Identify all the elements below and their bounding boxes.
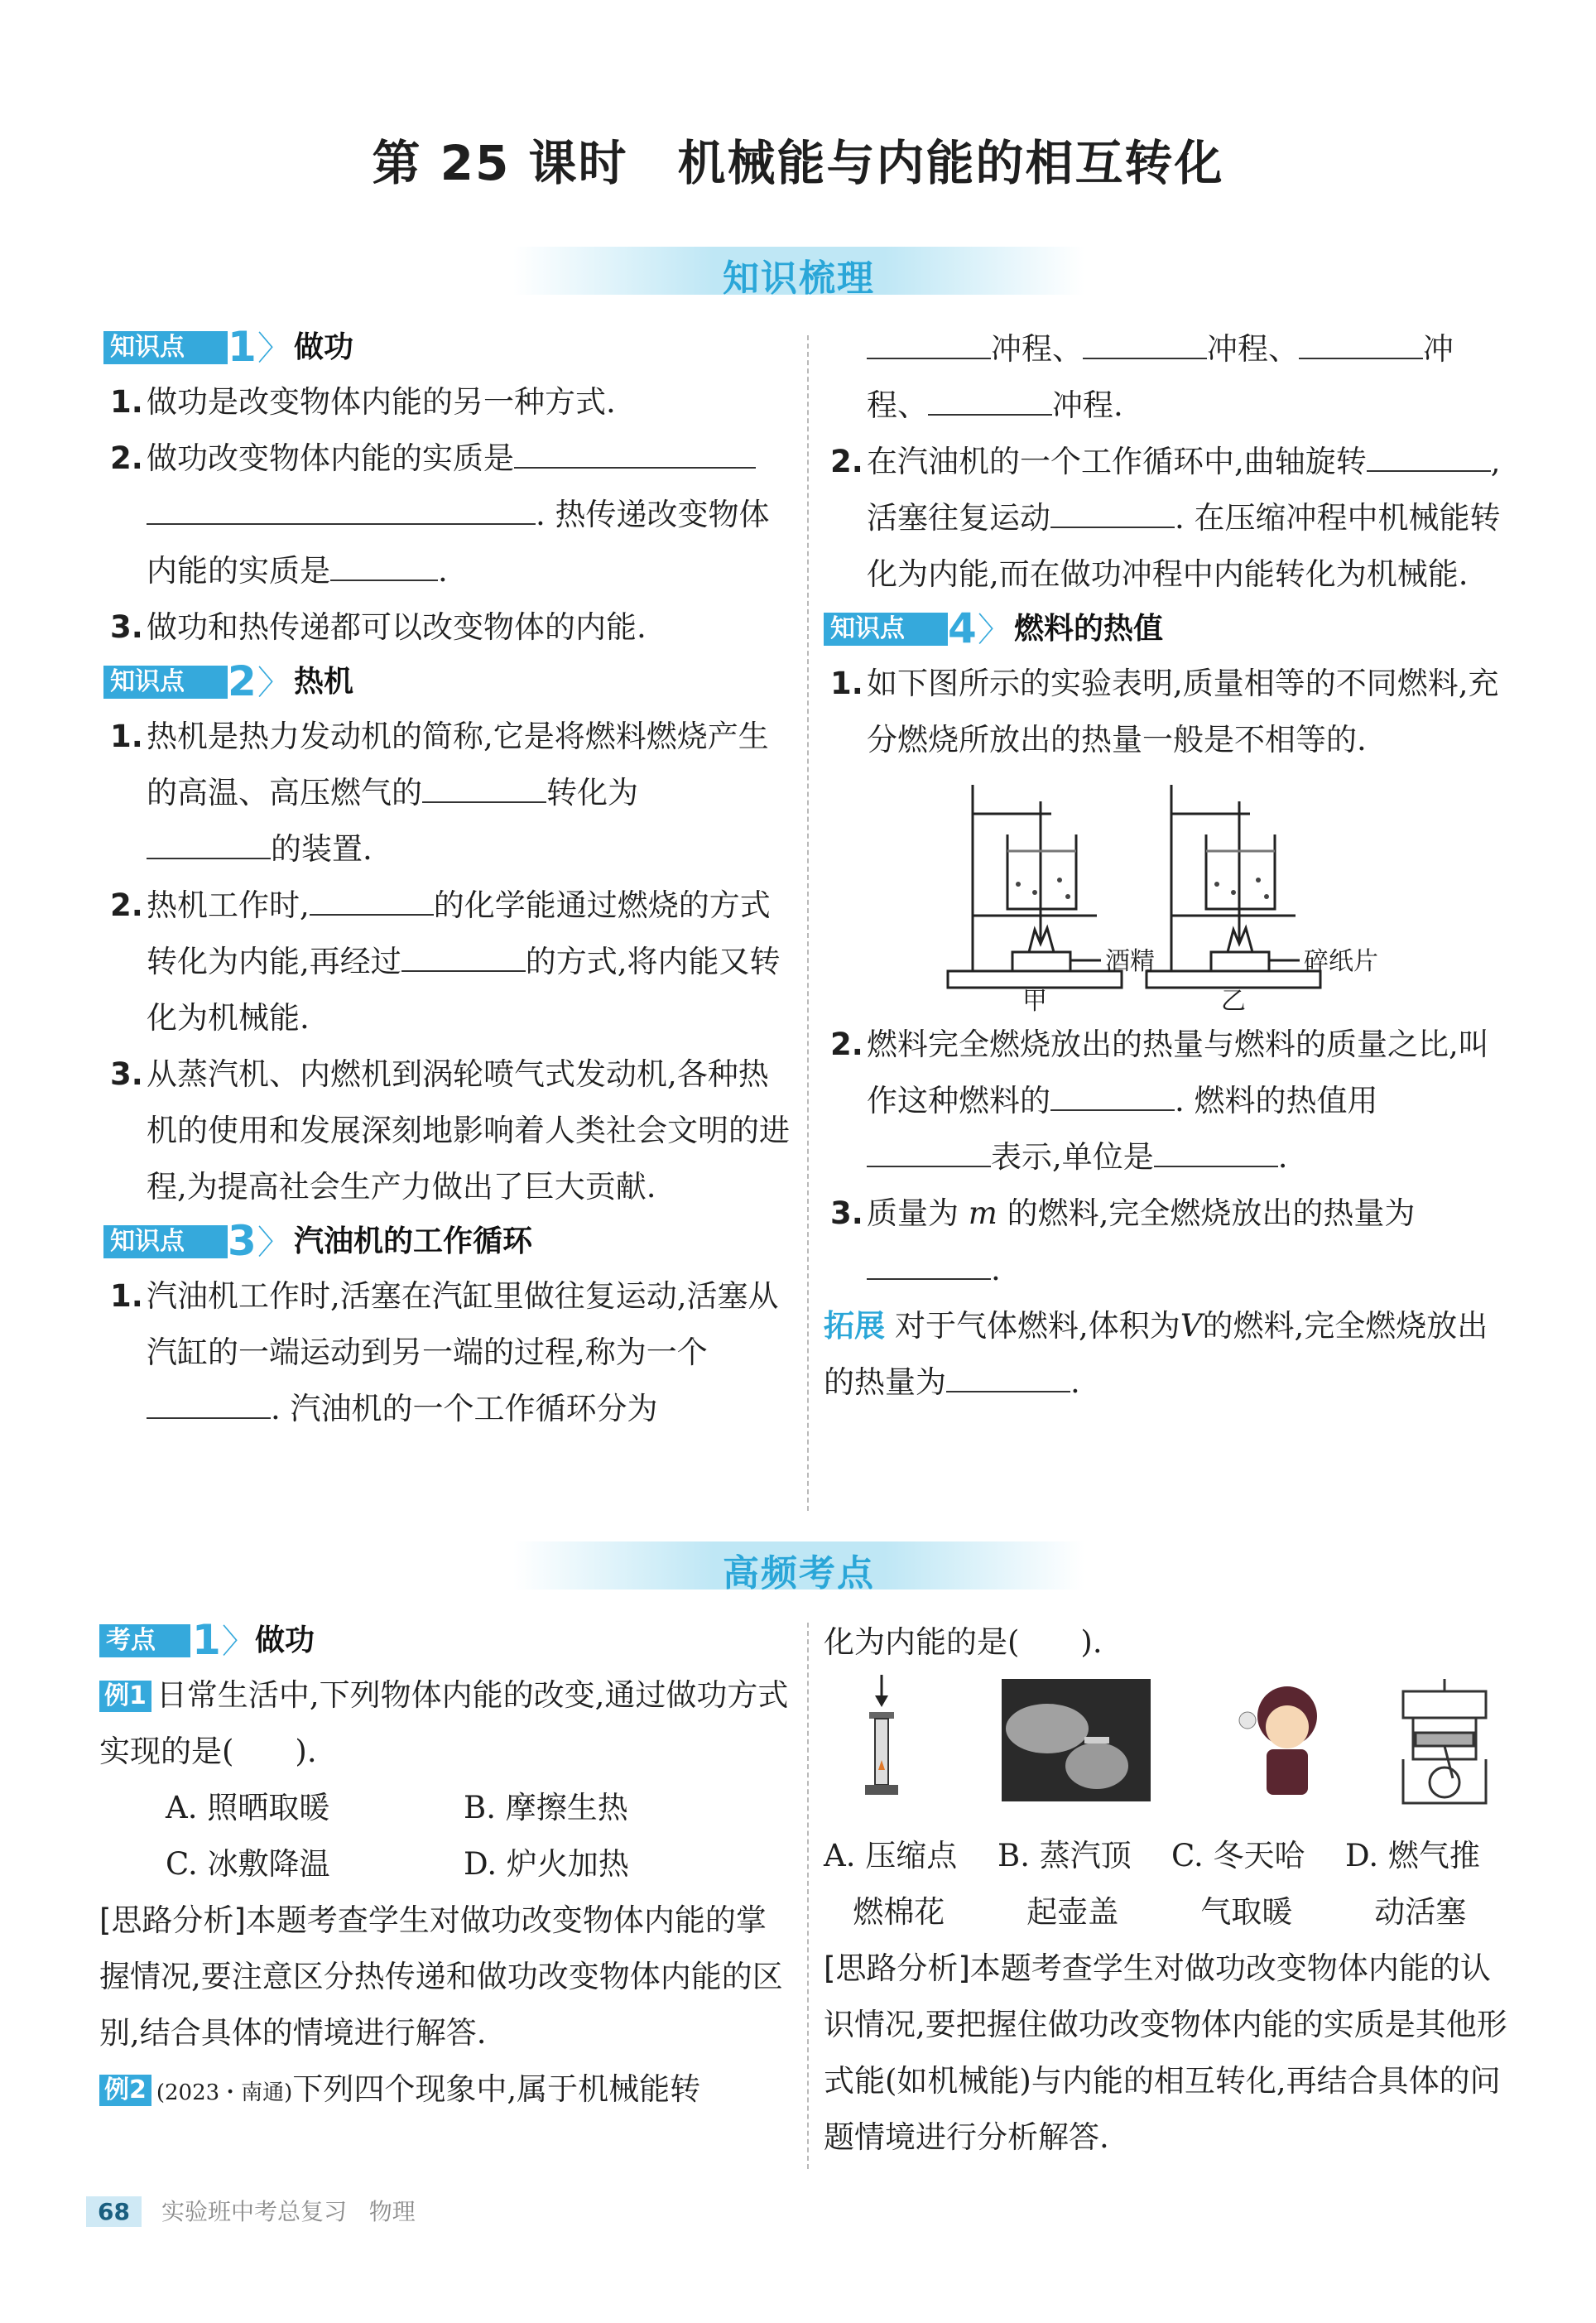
page-footer	[86, 2194, 416, 2227]
blank-field[interactable]	[422, 765, 546, 803]
blank-field[interactable]	[1154, 1129, 1278, 1167]
figure-label-alcohol: 酒精	[1105, 947, 1155, 976]
question-source: (2023・南通)	[156, 2080, 293, 2105]
blank-field[interactable]	[401, 934, 526, 972]
blank-field[interactable]	[1050, 490, 1175, 528]
option-c[interactable]: C. 冰敷降温	[166, 1846, 330, 1882]
example-2-pictures	[824, 1671, 1511, 1828]
analysis-tag: 思路分析	[111, 1902, 234, 1938]
math-variable: m	[968, 1195, 997, 1231]
kp1-item-3	[103, 599, 791, 656]
blank-field[interactable]	[1083, 321, 1207, 359]
example-tag: 例1	[99, 1681, 151, 1712]
exam-right-column	[824, 1614, 1511, 2166]
kp-name: 做功	[294, 330, 354, 364]
exam-point-1	[99, 1614, 791, 1667]
kp-number: 1	[192, 1616, 221, 1664]
lesson-topic: 机械能与内能的相互转化	[677, 135, 1224, 191]
item-text: 冲程.	[1052, 387, 1123, 423]
kp3-item-1-continued	[824, 321, 1511, 434]
option-letter: C.	[1171, 1838, 1204, 1873]
figure-caption-a: 甲	[1022, 987, 1047, 1016]
analysis-2	[824, 1941, 1511, 2166]
blank-field[interactable]	[1299, 321, 1423, 359]
option-text: 压缩点	[865, 1838, 958, 1873]
item-text: 汽油机工作时,活塞在汽缸里做往复运动,活塞从汽缸的一端运动到另一端的过程,称为一个	[147, 1278, 779, 1370]
item-text: 的燃料,完全燃烧放出的热量为	[1007, 1195, 1416, 1231]
option-text: 气取暖	[1200, 1894, 1293, 1930]
item-text: 的装置.	[271, 831, 373, 867]
option-d[interactable]: D. 炉火加热	[464, 1846, 629, 1882]
item-text: ,活塞往复运动	[867, 444, 1501, 536]
blank-field[interactable]	[310, 878, 434, 916]
item-text: 冲程、	[1207, 331, 1299, 367]
option-a[interactable]: A. 照晒取暖	[166, 1790, 330, 1825]
figure-caption-b: 乙	[1221, 987, 1246, 1016]
figure-label-paper: 碎纸片	[1304, 947, 1378, 976]
burner-diagram	[824, 768, 1511, 1017]
bracket-open: [	[99, 1902, 112, 1938]
page-title	[0, 124, 1596, 194]
knowledge-point-4	[824, 603, 1511, 656]
item-text: 的燃料,完全燃烧放出的热量为	[824, 1308, 1488, 1400]
item-number: 2.	[830, 1027, 863, 1062]
example-tag: 例2	[99, 2075, 151, 2106]
analysis-text: 本题考查学生对做功改变物体内能的认识情况,要把握住做功改变物体内能的实质是其他形式能(如机械能)与内能的相互转化,再结合具体的问题情境进行分析解答.	[824, 1950, 1507, 2155]
option-b[interactable]: B. 摩擦生热	[464, 1790, 628, 1825]
item-number: 1.	[110, 384, 143, 420]
section-header-knowledge	[513, 247, 1084, 300]
option-c[interactable]	[1171, 1828, 1305, 1941]
bracket-close: ]	[233, 1902, 246, 1938]
kp-name: 燃料的热值	[1014, 612, 1164, 646]
child-breath-icon	[1239, 1686, 1317, 1795]
item-text: .	[1070, 1364, 1080, 1400]
kp-tag: 考点	[99, 1624, 190, 1657]
question-text: 日常生活中,下列物体内能的改变,通过做功方式实现的是( ).	[99, 1677, 789, 1769]
extension-tag: 拓展	[824, 1308, 885, 1344]
analysis-1	[99, 1893, 791, 2061]
page-number: 68	[86, 2196, 142, 2227]
kp-name: 汽油机的工作循环	[294, 1224, 533, 1258]
example-1	[99, 1667, 791, 1780]
kp-tag: 知识点	[824, 613, 948, 646]
section-header-exam	[513, 1541, 1084, 1594]
item-text: 做功是改变物体内能的另一种方式.	[147, 384, 616, 420]
kp-number: 3	[228, 1217, 257, 1265]
item-text: 表示,单位是	[991, 1139, 1154, 1175]
section-title: 高频考点	[723, 1552, 875, 1594]
option-text: 燃气推	[1387, 1838, 1480, 1873]
item-text: 燃料完全燃烧放出的热量与燃料的质量之比,叫作这种燃料的	[867, 1027, 1489, 1118]
knowledge-point-1	[103, 321, 791, 374]
item-number: 3.	[830, 1195, 863, 1231]
item-number: 2.	[830, 444, 863, 479]
option-b[interactable]	[997, 1828, 1132, 1941]
kp-tag: 知识点	[103, 331, 228, 364]
kp2-item-1	[103, 709, 791, 878]
blank-field[interactable]	[147, 487, 536, 525]
kp4-item-1	[824, 656, 1511, 768]
engine-cylinder-icon	[1403, 1679, 1486, 1803]
kp-tag: 知识点	[103, 1225, 228, 1258]
kp3-item-2	[824, 434, 1511, 603]
kp-name: 热机	[294, 665, 354, 699]
blank-field[interactable]	[946, 1354, 1070, 1392]
column-divider	[807, 335, 809, 1511]
lesson-number: 第 25 课时	[372, 135, 628, 191]
bracket-close: ]	[958, 1950, 970, 1986]
blank-field[interactable]	[1050, 1073, 1175, 1111]
example-1-options	[99, 1780, 791, 1893]
analysis-tag: 思路分析	[835, 1950, 959, 1986]
item-text: . 在压缩冲程中机械能转化为内能,而在做功冲程中内能转化为机械能.	[867, 500, 1501, 592]
item-text: . 燃料的热值用	[1175, 1083, 1378, 1118]
exam-left-column	[99, 1614, 791, 2121]
blank-field[interactable]	[867, 1129, 991, 1167]
option-text: 蒸汽顶	[1039, 1838, 1132, 1873]
chevron-icon: 〉	[222, 1623, 255, 1661]
chevron-icon: 〉	[257, 329, 291, 368]
example-2-continued: 化为内能的是( ).	[824, 1624, 1103, 1660]
section-title: 知识梳理	[723, 257, 875, 300]
item-text: . 热传递改变物体内能的实质是	[147, 497, 770, 589]
item-text: 的方式,将内能又转化为机械能.	[147, 944, 781, 1036]
blank-field[interactable]	[1367, 434, 1491, 472]
extension-note	[824, 1298, 1511, 1411]
item-number: 1.	[110, 1278, 143, 1314]
air-piston-icon	[865, 1675, 898, 1795]
option-pictures	[824, 1671, 1511, 1828]
example-2	[99, 2061, 791, 2121]
blank-field[interactable]	[867, 1242, 991, 1280]
kp3-item-1	[103, 1268, 791, 1437]
kp-number: 4	[948, 604, 977, 652]
item-text: 热机是热力发动机的简称,它是将燃料燃烧产生的高温、高压燃气的	[147, 719, 769, 810]
math-variable: V	[1180, 1308, 1203, 1344]
option-text: 起壶盖	[1026, 1894, 1119, 1930]
blank-field[interactable]	[330, 543, 438, 581]
item-text: 做功改变物体内能的实质是	[147, 440, 514, 476]
item-number: 2.	[110, 887, 143, 923]
book-title: 实验班中考总复习	[161, 2198, 347, 2225]
example-2-options	[824, 1828, 1511, 1941]
item-number: 2.	[110, 440, 143, 476]
item-text: 从蒸汽机、内燃机到涡轮喷气式发动机,各种热机的使用和发展深刻地影响着人类社会文明的进程,为提高社会生产力做出了巨大贡献.	[147, 1056, 790, 1205]
option-a[interactable]	[824, 1828, 957, 1941]
item-text: . 汽油机的一个工作循环分为	[271, 1391, 658, 1426]
option-d[interactable]	[1345, 1828, 1480, 1941]
chevron-icon: 〉	[978, 611, 1011, 649]
kp4-item-2	[824, 1017, 1511, 1186]
chevron-icon: 〉	[257, 1224, 291, 1262]
kp2-item-2	[103, 878, 791, 1046]
item-number: 3.	[110, 609, 143, 645]
option-letter: A.	[824, 1838, 856, 1873]
kp1-item-2	[103, 430, 791, 599]
burner-experiment-figure	[824, 768, 1511, 1017]
blank-field[interactable]	[147, 821, 271, 859]
option-text: 动活塞	[1374, 1894, 1467, 1930]
option-text: 冬天哈	[1213, 1838, 1305, 1873]
item-text: 质量为	[867, 1195, 959, 1231]
chevron-icon: 〉	[257, 664, 291, 702]
kp4-item-3	[824, 1186, 1511, 1298]
blank-field[interactable]	[514, 430, 756, 469]
blank-field[interactable]	[147, 1381, 271, 1419]
item-text: .	[438, 553, 448, 589]
item-text: 如下图所示的实验表明,质量相等的不同燃料,充分燃烧所放出的热量一般是不相等的.	[867, 666, 1499, 758]
analysis-text: 本题考查学生对做功改变物体内能的掌握情况,要注意区分热传递和做功改变物体内能的区别,结合具体的情境进行解答.	[99, 1902, 783, 2051]
option-text: 燃棉花	[853, 1894, 945, 1930]
item-number: 1.	[830, 666, 863, 701]
kettle-photo-icon	[1002, 1679, 1151, 1801]
kp-tag: 知识点	[103, 666, 228, 699]
item-text: 热机工作时,	[147, 887, 310, 923]
subject-name: 物理	[368, 2198, 416, 2225]
option-letter: D.	[1345, 1838, 1379, 1873]
knowledge-point-3	[103, 1215, 791, 1268]
right-column	[824, 321, 1511, 1411]
item-text: .	[991, 1252, 1001, 1287]
column-divider	[807, 1623, 809, 2169]
blank-field[interactable]	[867, 321, 991, 359]
item-text: 转化为	[546, 775, 638, 810]
left-column	[103, 321, 791, 1437]
item-number: 3.	[110, 1056, 143, 1092]
bracket-open: [	[824, 1950, 836, 1986]
kp-number: 2	[228, 657, 257, 705]
item-text: 在汽油机的一个工作循环中,曲轴旋转	[867, 444, 1367, 479]
kp1-item-1	[103, 374, 791, 430]
item-text: 的化学能通过燃烧的方式转化为内能,再经过	[147, 887, 771, 979]
blank-field[interactable]	[928, 378, 1052, 416]
item-text: 冲程、	[867, 331, 1454, 423]
question-text: 下列四个现象中,属于机械能转	[292, 2071, 701, 2107]
item-number: 1.	[110, 719, 143, 754]
item-text: 做功和热传递都可以改变物体的内能.	[147, 609, 647, 645]
kp2-item-3	[103, 1046, 791, 1215]
item-text: .	[1277, 1139, 1288, 1175]
item-text: 对于气体燃料,体积为	[895, 1308, 1180, 1344]
option-letter: B.	[997, 1838, 1030, 1873]
knowledge-point-2	[103, 656, 791, 709]
kp-name: 做功	[255, 1623, 315, 1657]
kp-number: 1	[228, 323, 257, 371]
item-text: 冲程、	[991, 331, 1083, 367]
